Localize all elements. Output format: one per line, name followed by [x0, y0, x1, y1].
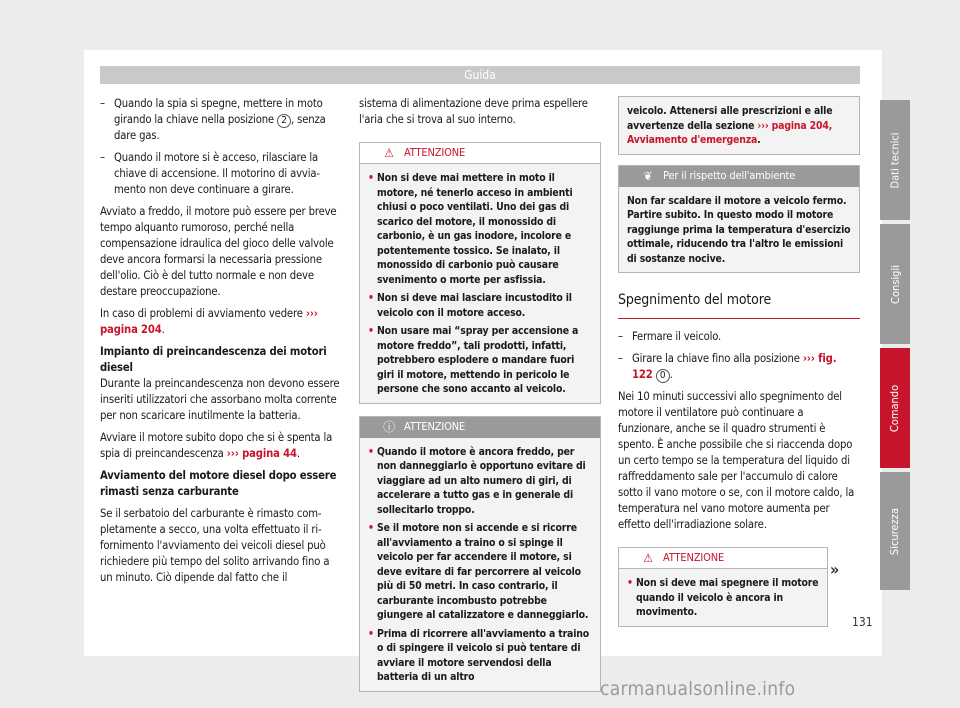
warning-triangle-icon: ⚠ [384, 145, 394, 160]
list-item: • Non si deve mai mettere in moto il motore, né tenerlo acceso in ambienti chiusi o poco ventilati. Uno dei gas di scarico del motore, il monossido di carbonio, è un gas inodore, incolore e potentemente tossico. Se inalato, il monossido di carbonio può causare svenimento o morte per asfissia. [368, 171, 592, 287]
tab-consigli[interactable]: Consigli [880, 224, 910, 344]
subheading: Impianto di preincandescenza dei motori diesel [100, 345, 327, 374]
paragraph: Se il serbatoio del carburante è rimasto completamente a secco, una volta effettuato il rifornimento l'avviamento dei veicoli diesel può richiedere più tempo del solito arrivando fino a un minuto. Ciò dipende dal fatto che il [100, 507, 330, 584]
step-2: – Quando il motore si è acceso, rilasciare la chiave di accensione. Il motorino di avviamento non deve continuare a girare. [100, 150, 342, 198]
continue-arrow: » [830, 560, 840, 579]
leaf-icon: ❦ [643, 168, 653, 183]
step-1: – Quando la spia si spegne, mettere in moto girando la chiave nella posizione 2 , senza dare gas. [100, 96, 342, 144]
warning-box-body [360, 164, 600, 403]
position-badge: 2 [277, 114, 291, 128]
notice-box-body: veicolo. Attenersi alle prescrizioni e alle avvertenze della sezione ››› pagina 204, Avviamento d'emergenza. [627, 105, 833, 146]
paragraph: In caso di problemi di avviamento vedere ››› pagina 204. [100, 307, 318, 336]
watermark: carmanualsonline.info [600, 678, 796, 700]
figure-link[interactable]: ››› fig. 122 [632, 352, 837, 381]
list-item: • Se il motore non si accende e si ricorre all'avviamento a traino o si spinge il veicolo per far accendere il motore, si deve evitare di far percorrere al veicolo più di 50 metri. In caso contrario, il carburante incombusto potrebbe giungere al catalizzatore e danneggiarlo. [368, 521, 592, 623]
step-2: – Girare la chiave fino alla posizione ››› fig. 122 0 . [618, 351, 860, 383]
paragraph: Nei 10 minuti successivi allo spegnimento del motore il ventilatore può continuare a funzionare, anche se il quadro strumenti è spento. È anche possibile che si riaccenda dopo un certo tempo se la temperatura del liquido di raffreddamento sale per l'accumulo di calore sotto il vano motore o se, con il motore caldo, la temperatura nel vano motore aumenta per effetto dell'irradiazione solare. [618, 390, 855, 531]
header-title: Guida [464, 68, 496, 82]
list-item: • Non si deve mai spegnere il motore quando il veicolo è ancora in movimento. [627, 576, 819, 620]
notice-box-header: ⓘ ATTENZIONE [360, 417, 600, 438]
position-badge: 0 [656, 369, 670, 383]
environment-box-header: ❦ Per il rispetto dell'ambiente [619, 166, 859, 187]
environment-box-body: Non far scaldare il motore a veicolo fermo. Partire subito. In questo modo il motore raggiunge prima la temperatura d'esercizio ottimale, riducendo tra l'altro le emissioni di sostanze nocive. [627, 194, 851, 265]
tab-dati-tecnici[interactable]: Dati tecnici [880, 100, 910, 220]
tab-sicurezza[interactable]: Sicurezza [880, 472, 910, 590]
notice-box-continued [618, 96, 860, 155]
warning-box-header: ⚠ ATTENZIONE [619, 548, 827, 569]
page-link[interactable]: ››› pagina 204 [100, 307, 318, 336]
column-3 [618, 96, 860, 627]
subheading: Avviamento del motore diesel dopo essere rimasti senza carburante [100, 469, 337, 498]
column-2 [359, 96, 601, 692]
notice-box-body [360, 438, 600, 691]
warning-box-header: ⚠ ATTENZIONE [360, 143, 600, 164]
environment-box [618, 165, 860, 274]
notice-box [359, 416, 601, 692]
info-circle-icon: ⓘ [383, 419, 395, 434]
warning-box [618, 547, 828, 627]
list-item: • Quando il motore è ancora freddo, per non danneggiarlo è opportuno evitare di viaggiare ad un alto numero di giri, di accelerare a tutto gas e in generale di sollecitarlo troppo. [368, 445, 592, 518]
warning-box [359, 142, 601, 404]
paragraph: Durante la preincandescenza non devono essere inseriti utilizzatori che assorbano molta corrente per non scaricare inutilmente la batteria. [100, 377, 340, 422]
list-item: • Prima di ricorrere all'avviamento a traino o di spingere il veicolo si può tentare di avviare il motore servendosi della batteria di un altro [368, 627, 592, 685]
list-item: • Non usare mai “spray per accensione a motore freddo”, tali prodotti, infatti, potrebbero esplodere o mandare fuori giri il motore, mettendo in pericolo le persone che sono accanto al veicolo. [368, 324, 592, 397]
list-item: • Non si deve mai lasciare incustodito il veicolo con il motore acceso. [368, 291, 592, 320]
paragraph: Avviare il motore subito dopo che si è spenta la spia di preincandescenza ››› pagina 44. [100, 431, 333, 460]
warning-box-body [619, 569, 827, 626]
step-1: – Fermare il veicolo. [618, 329, 860, 345]
page-number: 131 [852, 615, 873, 629]
paragraph: sistema di alimentazione deve prima espellere l'aria che si trova al suo interno. [359, 97, 588, 126]
tab-comando[interactable]: Comando [880, 348, 910, 468]
page-link[interactable]: ››› pagina 204, Avviamento d'emergenza [627, 119, 833, 146]
column-1 [100, 96, 342, 586]
page-link[interactable]: ››› pagina 44 [226, 447, 297, 460]
header-bar [100, 66, 860, 84]
warning-triangle-icon: ⚠ [643, 550, 653, 565]
paragraph: Avviato a freddo, il motore può essere per breve tempo alquanto rumoroso, perché nella compensazione idraulica del gioco delle valvole deve ancora formarsi la necessaria pressione dell'olio. Ciò è del tutto normale e non deve destare preoccupazione. [100, 205, 337, 298]
section-title: Spegnimento del motore [618, 291, 860, 319]
